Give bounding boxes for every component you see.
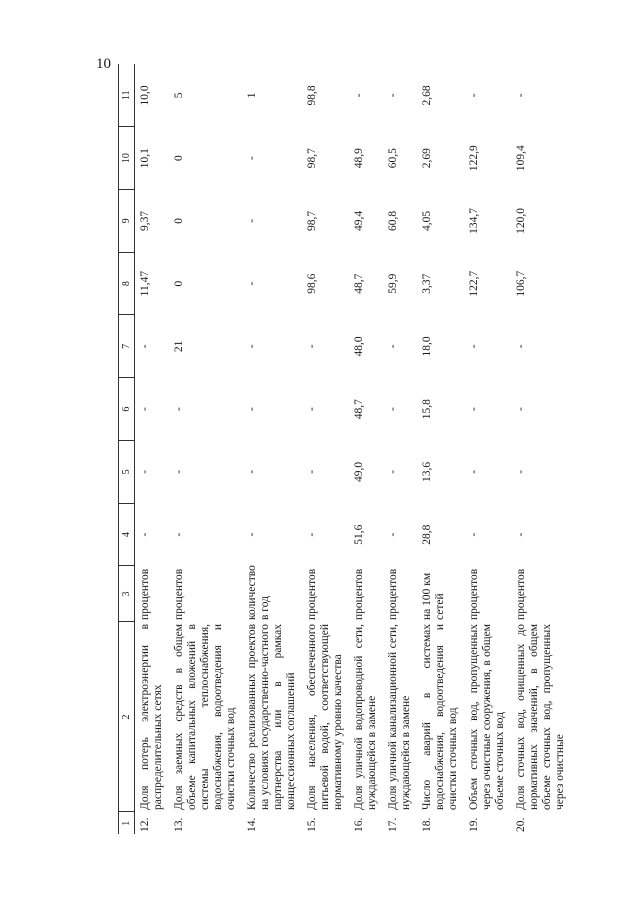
table-row (135, 64, 170, 834)
unit-cell: на 100 км сетей (421, 572, 446, 620)
value-cell: 98,7 (306, 210, 318, 231)
value-cell: 48,7 (353, 399, 365, 420)
value-cell: - (468, 469, 480, 474)
value-cell: - (515, 532, 527, 537)
row-number: 20. (515, 817, 527, 832)
column-header: 8 (119, 252, 135, 315)
column-number-row (119, 64, 135, 834)
value-cell: 15,8 (421, 399, 433, 420)
value-cell: - (246, 218, 258, 223)
value-cell: 122,9 (468, 145, 480, 172)
indicator-name: Доля населения, обеспеченного питьевой водой, соответствующей нормативному уровню качества (306, 624, 344, 810)
value-cell: - (306, 532, 318, 537)
rotated-table-sheet (118, 64, 566, 834)
value-cell: - (387, 93, 399, 98)
value-cell: - (246, 156, 258, 161)
column-header: 5 (119, 441, 135, 504)
value-cell: - (306, 344, 318, 349)
unit-cell: процентов (306, 568, 318, 620)
column-header: 4 (119, 503, 135, 566)
table-row (417, 64, 464, 834)
row-number: 19. (468, 817, 480, 832)
column-header: 10 (119, 127, 135, 190)
value-cell: - (468, 344, 480, 349)
row-number: 17. (387, 817, 399, 832)
indicator-name: Доля уличной водопроводной сети, нуждающейся в замене (353, 624, 378, 810)
value-cell: - (468, 532, 480, 537)
page-number: 10 (96, 56, 111, 72)
value-cell: - (173, 469, 185, 474)
indicator-name: Объем сточных вод, пропущенных через очистные сооружения, в общем объеме сточных вод (468, 624, 506, 810)
value-cell: 48,7 (353, 273, 365, 294)
unit-cell: количество в год (246, 565, 271, 620)
value-cell: 4,05 (421, 210, 433, 231)
table-row (349, 64, 383, 834)
value-cell: - (246, 344, 258, 349)
value-cell: 28,8 (421, 524, 433, 545)
value-cell: 0 (173, 280, 185, 287)
value-cell: 9,37 (139, 210, 151, 231)
unit-cell: процентов (353, 568, 365, 620)
value-cell: - (468, 407, 480, 412)
value-cell: - (139, 469, 151, 474)
unit-cell: процентов (515, 568, 527, 620)
table-row (302, 64, 349, 834)
value-cell: - (173, 407, 185, 412)
row-number: 18. (421, 817, 433, 832)
value-cell: - (387, 344, 399, 349)
indicator-name: Доля потерь электроэнергии в распределительных сетях (139, 624, 164, 810)
value-cell: 10,0 (139, 85, 151, 106)
value-cell: 21 (173, 340, 185, 353)
value-cell: - (139, 407, 151, 412)
column-header: 6 (119, 378, 135, 441)
table-body (135, 64, 572, 834)
value-cell: 120,0 (515, 207, 527, 234)
value-cell: 98,7 (306, 148, 318, 169)
value-cell: 134,7 (468, 207, 480, 234)
value-cell: 49,4 (353, 210, 365, 231)
value-cell: 60,5 (387, 148, 399, 169)
value-cell: - (246, 281, 258, 286)
value-cell: - (468, 93, 480, 98)
value-cell: 60,8 (387, 210, 399, 231)
column-header: 3 (119, 566, 135, 622)
value-cell: - (306, 469, 318, 474)
table-row (464, 64, 511, 834)
value-cell: - (353, 93, 365, 98)
value-cell: 3,37 (421, 273, 433, 294)
unit-cell: процентов (139, 568, 151, 620)
value-cell: - (246, 532, 258, 537)
value-cell: 1 (246, 92, 258, 99)
table-row (242, 64, 302, 834)
value-cell: 122,7 (468, 270, 480, 297)
value-cell: - (139, 532, 151, 537)
row-number: 15. (306, 817, 318, 832)
row-number: 13. (173, 817, 185, 832)
value-cell: - (306, 407, 318, 412)
indicator-name: Количество реализованных проектов на условиях государственно-частного партнерства или в рамках концессионных соглашений (246, 624, 297, 810)
value-cell: 48,0 (353, 336, 365, 357)
value-cell: 59,9 (387, 273, 399, 294)
indicator-name: Доля сточных вод, очищенных до нормативных значений, в общем объеме сточных вод, пропущенных через очистные (515, 624, 566, 810)
value-cell: 0 (173, 155, 185, 161)
indicator-name: Доля заемных средств в общем объеме капитальных вложений в системы теплоснабжения, водоснабжения, водоотведения и очистки сточных вод (173, 624, 237, 810)
unit-cell: процентов (173, 568, 185, 620)
column-header: 2 (119, 622, 135, 812)
value-cell: - (139, 344, 151, 349)
value-cell: - (246, 469, 258, 474)
value-cell: - (515, 407, 527, 412)
value-cell: 51,6 (353, 524, 365, 545)
value-cell: - (173, 532, 185, 537)
value-cell: - (515, 344, 527, 349)
row-number: 14. (246, 817, 258, 832)
value-cell: 98,8 (306, 85, 318, 106)
value-cell: 11,47 (139, 270, 151, 297)
unit-cell: процентов (468, 568, 480, 620)
table-row (383, 64, 417, 834)
value-cell: 5 (173, 92, 185, 99)
column-header: 11 (119, 64, 135, 127)
value-cell: 2,69 (421, 148, 433, 169)
value-cell: - (515, 93, 527, 98)
value-cell: 10,1 (139, 148, 151, 169)
table-row (511, 64, 571, 834)
value-cell: 49,0 (353, 461, 365, 482)
value-cell: 48,9 (353, 148, 365, 169)
value-cell: 18,0 (421, 336, 433, 357)
indicator-name: Доля уличной канализационной сети, нуждающейся в замене (387, 624, 412, 810)
value-cell: 13,6 (421, 461, 433, 482)
column-header: 1 (119, 812, 135, 834)
value-cell: - (387, 532, 399, 537)
value-cell: 0 (173, 218, 185, 224)
value-cell: 98,6 (306, 273, 318, 294)
table-row (169, 64, 242, 834)
column-header: 9 (119, 190, 135, 253)
value-cell: - (387, 407, 399, 412)
indicator-name: Число аварий в системах водоснабжения, водоотведения и очистки сточных вод (421, 624, 459, 810)
unit-cell: процентов (387, 568, 399, 620)
value-cell: - (246, 407, 258, 412)
value-cell: - (387, 469, 399, 474)
column-header: 7 (119, 315, 135, 378)
value-cell: 109,4 (515, 145, 527, 172)
value-cell: - (515, 469, 527, 474)
row-number: 12. (139, 817, 151, 832)
value-cell: 106,7 (515, 270, 527, 297)
indicators-table (118, 64, 571, 834)
value-cell: 2,68 (421, 85, 433, 106)
row-number: 16. (353, 817, 365, 832)
